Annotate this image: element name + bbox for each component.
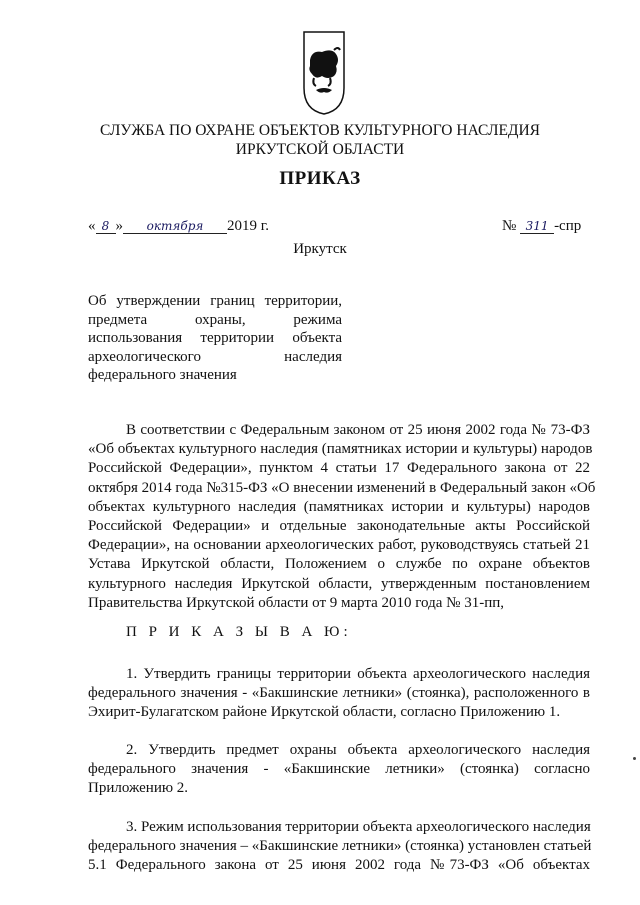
preamble-line: В соответствии с Федеральным законом от 25 июня 2002 года № 73-ФЗ	[126, 422, 590, 438]
item-1-line: Эхирит-Булагатском районе Иркутской области, согласно Приложению 1.	[88, 704, 561, 721]
preamble-line: октября 2014 года №315-ФЗ «О внесении изменений в Федеральный закон «Об	[88, 479, 596, 496]
number-prefix: №	[502, 218, 517, 234]
item-1-line: 1. Утвердить границы территории объекта археологического наследия	[126, 666, 590, 682]
subject-line: федерального значения	[88, 367, 237, 383]
preamble-line: Правительства Иркутской области от 9 марта 2010 года № 31-пп,	[88, 594, 504, 611]
preamble-line: культурного наследия Иркутской области, утвержденным постановлением	[88, 575, 590, 592]
preamble-line: «Об объектах культурного наследия (памятниках истории и культуры) народов	[88, 441, 593, 458]
date-month-field	[123, 219, 227, 234]
number-suffix: -спр	[554, 218, 582, 234]
number-value: 311	[525, 219, 549, 233]
scan-speck	[633, 757, 636, 760]
document-title: ПРИКАЗ	[279, 168, 361, 189]
item-2-line: федерального значения - «Бакшинские летники» (стоянка) согласно	[88, 761, 590, 778]
date-day-field	[96, 219, 116, 234]
item-1-line: федерального значения - «Бакшинские летники» (стоянка), расположенного в	[88, 685, 590, 702]
item-3-line: 3. Режим использования территории объекта археологического наследия	[126, 819, 591, 835]
order-number	[502, 218, 581, 235]
order-date	[88, 218, 269, 235]
order-word: П Р И К А З Ы В А Ю:	[126, 624, 352, 640]
item-2-line: Приложению 2.	[88, 780, 189, 797]
coat-of-arms-icon	[302, 30, 346, 116]
item-3	[88, 818, 590, 876]
date-day: 8	[101, 219, 110, 233]
date-close-quote: »	[115, 218, 123, 234]
agency-name-line1: СЛУЖБА ПО ОХРАНЕ ОБЪЕКТОВ КУЛЬТУРНОГО НАСЛЕДИЯ	[99, 122, 541, 139]
item-2-line: 2. Утвердить предмет охраны объекта археологического наследия	[126, 742, 590, 758]
item-3-line: федерального значения – «Бакшинские летники» (стоянка) установлен статьей	[88, 838, 592, 855]
preamble-paragraph	[88, 421, 596, 613]
date-month: октября	[146, 219, 204, 233]
city: Иркутск	[293, 241, 347, 257]
item-3-line: 5.1 Федерального закона от 25 июня 2002 года №73-ФЗ «Об объектах	[88, 857, 590, 874]
preamble-line: объектах культурного наследия (памятниках истории и культуры) народов	[88, 498, 590, 515]
preamble-line: Федерации», на основании археологических работ, руководствуясь статьей 21	[88, 537, 590, 554]
date-year: 2019 г.	[227, 218, 269, 234]
date-open-quote: «	[88, 218, 96, 234]
subject-line: использования территории объекта	[88, 330, 342, 346]
preamble-line: Российской Федерации» и отдельные законодательные акты Российской	[88, 518, 590, 535]
agency-name-line2: ИРКУТСКОЙ ОБЛАСТИ	[235, 141, 405, 158]
preamble-line: Устава Иркутской области, Положением о службе по охране объектов	[88, 556, 590, 573]
item-2	[88, 741, 590, 799]
subject-line: предмета охраны, режима	[88, 311, 342, 328]
preamble-line: Российской Федерации», пунктом 4 статьи 17 Федерального закона от 22	[88, 460, 590, 477]
number-field	[520, 219, 554, 234]
item-1	[88, 665, 590, 723]
subject-line: археологического наследия	[88, 348, 342, 365]
order-subject	[88, 292, 342, 385]
subject-line: Об утверждении границ территории,	[88, 293, 342, 309]
